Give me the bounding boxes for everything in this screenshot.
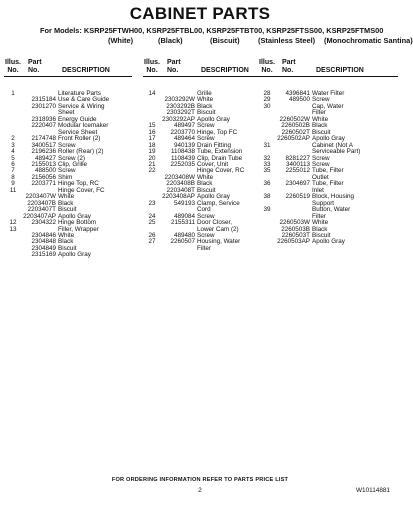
part-description: Door Closer, <box>197 219 232 227</box>
part-description: Biscuit <box>58 206 77 214</box>
illus-number: 19 <box>148 148 156 156</box>
part-description: Inlet <box>312 186 324 194</box>
part-description: Screw <box>197 122 215 130</box>
part-number: 2220407 <box>31 122 56 130</box>
header-part-no-label: No. <box>28 67 40 74</box>
part-description: Biscuit <box>58 244 77 252</box>
part-number: 2155013 <box>31 160 56 168</box>
illus-number: 25 <box>148 219 156 227</box>
header-part-label: Part <box>167 59 181 66</box>
illus-number <box>258 239 276 245</box>
illus-number: 31 <box>263 141 271 149</box>
model-variants <box>108 36 413 45</box>
illus-number: 17 <box>148 135 156 143</box>
part-description: Hinge Bottom <box>58 219 97 227</box>
part-description: Screw <box>312 96 330 104</box>
illus-number: 30 <box>263 102 271 110</box>
part-description: Housing, Water <box>197 238 241 246</box>
part-number: 1108439 <box>170 154 195 162</box>
illus-number: 39 <box>263 206 271 214</box>
part-description: Apollo Gray <box>197 115 230 123</box>
illus-number: 20 <box>148 154 156 162</box>
parts-row <box>258 239 398 245</box>
header-part-label: Part <box>28 59 42 66</box>
header-description: DESCRIPTION <box>201 67 249 74</box>
part-description: Apollo Gray <box>58 212 91 220</box>
part-number: 2203407AP <box>23 212 56 220</box>
part-description: Filter <box>312 212 326 220</box>
part-number: 2260503T <box>281 231 310 239</box>
part-description: Serviceable Part) <box>312 148 361 156</box>
part-number: 2304848 <box>31 238 56 246</box>
header-part-no <box>22 59 58 75</box>
column-header <box>143 59 261 77</box>
part-number: 2303292T <box>166 109 195 117</box>
part-description: Energy Guide <box>58 115 97 123</box>
part-number: 2255012 <box>285 167 310 175</box>
part-number: 2174748 <box>31 135 56 143</box>
part-number: 2304697 <box>285 180 310 188</box>
part-number: 2303292AP <box>162 115 195 123</box>
illus-number: 35 <box>263 167 271 175</box>
part-description: Apollo Gray <box>312 238 345 246</box>
part-number <box>161 246 197 252</box>
variant-monochromatic: (Monochromatic Santina) <box>324 36 413 45</box>
part-description: Screw <box>58 141 76 149</box>
part-description: Service Sheet <box>58 128 98 136</box>
part-description: Biscuit <box>197 109 216 117</box>
part-number: 2260502T <box>281 128 310 136</box>
part-description: White <box>312 115 329 123</box>
parts-row <box>4 252 132 258</box>
part-description: Cap, Water <box>312 102 344 110</box>
ordering-note: FOR ORDERING INFORMATION REFER TO PARTS PRICE LIST <box>111 477 289 483</box>
column-header <box>4 59 132 77</box>
part-description: White <box>197 96 214 104</box>
illus-number: 12 <box>9 219 17 227</box>
illus-number: 7 <box>11 167 15 175</box>
part-number: 2155311 <box>170 219 195 227</box>
part-number: 549193 <box>173 199 195 207</box>
part-description: Filler, Wrapper <box>58 225 99 233</box>
part-description: Tube, Filter <box>312 180 344 188</box>
header-no-label: No. <box>261 67 273 74</box>
part-number: 2318936 <box>31 115 56 123</box>
part-number: 2203407B <box>27 199 56 207</box>
models-line: For Models: KSRP25FTWH00, KSRP25FTBL00, KSRP25FTBT00, KSRP25FTSS00, KSRP25FTMS00 <box>40 26 384 35</box>
part-description: Hinge Top, RC <box>58 180 99 188</box>
part-description: Clip, Drain Tube <box>197 154 243 162</box>
header-no-label: No. <box>7 67 19 74</box>
part-description: Hinge, Top FC <box>197 128 238 136</box>
variant-black: (Black) <box>158 36 183 45</box>
part-description: Clip, Grille <box>58 160 88 168</box>
header-illus-label: Illus. <box>5 59 21 66</box>
part-number: 2156056 <box>31 173 56 181</box>
part-description: Block, Housing <box>312 193 354 201</box>
part-description: White <box>58 231 75 239</box>
illus-number: 23 <box>148 199 156 207</box>
header-illus-label: Illus. <box>259 59 275 66</box>
part-number: 489464 <box>173 135 195 143</box>
part-description: Modular Icemaker <box>58 122 109 130</box>
part-description: Literature Parts <box>58 90 102 97</box>
part-number: 2303292W <box>164 96 195 104</box>
parts-column-2 <box>143 59 261 252</box>
parts-column-1 <box>4 59 132 259</box>
illus-number: 3 <box>11 141 15 149</box>
part-description: Biscuit <box>312 231 331 239</box>
header-illus-label: Illus. <box>144 59 160 66</box>
illus-number: 14 <box>148 90 156 97</box>
illus-number: 18 <box>148 141 156 149</box>
part-description: Screw <box>197 212 215 220</box>
part-number: 2196236 <box>31 148 56 156</box>
illus-number: 11 <box>9 186 17 194</box>
part-description: White <box>312 219 329 227</box>
illus-number: 29 <box>263 96 271 104</box>
illus-number: 24 <box>148 212 156 220</box>
illus-number <box>143 246 161 252</box>
illus-number: 1 <box>11 90 15 97</box>
header-part-no <box>276 59 312 75</box>
part-description: Button, Water <box>312 206 351 214</box>
header-part-label: Part <box>282 59 296 66</box>
part-number: 2303292B <box>166 102 195 110</box>
part-number: 1108438 <box>170 148 195 156</box>
illus-number: 6 <box>11 160 15 168</box>
illus-number <box>4 252 22 258</box>
part-description: White <box>197 173 214 181</box>
part-number: 489427 <box>34 154 56 162</box>
header-description: DESCRIPTION <box>62 67 110 74</box>
illus-number: 21 <box>148 160 156 168</box>
part-number: 2260502W <box>279 115 310 123</box>
header-part-no <box>161 59 197 75</box>
illus-number: 9 <box>11 180 15 188</box>
illus-number: 32 <box>263 154 271 162</box>
parts-row <box>143 246 261 252</box>
illus-number: 2 <box>11 135 15 143</box>
part-description: Use & Care Guide <box>58 96 110 104</box>
header-description: DESCRIPTION <box>316 67 364 74</box>
illus-number: 26 <box>148 231 156 239</box>
part-description: Apollo Gray <box>58 251 91 259</box>
part-number: 940139 <box>173 141 195 149</box>
header-part-no-label: No. <box>282 67 294 74</box>
illus-number: 22 <box>148 167 156 175</box>
part-number: 2260502B <box>281 122 310 130</box>
part-number: 2203408AP <box>162 193 195 201</box>
part-number: 489497 <box>173 122 195 130</box>
part-description: Screw <box>312 160 330 168</box>
part-description: Tube, Filter <box>312 167 344 175</box>
illus-number: 38 <box>263 193 271 201</box>
part-number: 489084 <box>173 212 195 220</box>
illus-number: 33 <box>263 160 271 168</box>
part-number: 3400517 <box>31 141 56 149</box>
part-description: Service & Wiring <box>58 102 105 110</box>
part-description: Black <box>58 199 74 207</box>
part-number: 2260503B <box>281 225 310 233</box>
illus-number: 28 <box>263 90 271 97</box>
part-number: 2203407T <box>27 206 56 214</box>
part-description: Drain Fitting <box>197 141 231 149</box>
variant-white: (White) <box>108 36 134 45</box>
part-number: 8281227 <box>285 154 310 162</box>
part-description: Black <box>197 180 213 188</box>
part-description: Shim <box>58 173 73 181</box>
part-description: Clamp, Service <box>197 199 240 207</box>
part-description: Apollo Gray <box>197 193 230 201</box>
part-description: Apollo Gray <box>312 135 345 143</box>
part-description: Black <box>312 225 328 233</box>
header-no-label: No. <box>146 67 158 74</box>
part-description: Cabinet (Not A <box>312 141 353 149</box>
part-description: Hinge Cover, RC <box>197 167 245 175</box>
document-code: W10114881 <box>356 487 390 494</box>
page-number: 2 <box>198 487 202 494</box>
part-number: 2203771 <box>31 180 56 188</box>
part-description: Black <box>312 122 328 130</box>
part-description: Screw <box>197 135 215 143</box>
part-number: 489480 <box>173 231 195 239</box>
part-description: Support <box>312 199 335 207</box>
part-description: Lower Cam (2) <box>197 225 239 233</box>
part-description: White <box>58 193 75 201</box>
part-number: 2252035 <box>170 160 195 168</box>
part-number: 2260503W <box>279 219 310 227</box>
part-number: 488500 <box>34 167 56 175</box>
part-description: Outlet <box>312 173 329 181</box>
part-number: 2304846 <box>31 231 56 239</box>
part-number: 2301270 <box>31 102 56 110</box>
part-description: Black <box>197 102 213 110</box>
illus-number: 8 <box>11 173 15 181</box>
part-description: Screw <box>197 231 215 239</box>
parts-column-3 <box>258 59 398 246</box>
part-number: 2304322 <box>31 219 56 227</box>
page-title: CABINET PARTS <box>129 4 271 23</box>
variant-biscuit: (Biscuit) <box>210 36 240 45</box>
header-part-no-label: No. <box>167 67 179 74</box>
part-number: 2304849 <box>31 244 56 252</box>
part-number: 2203408W <box>164 173 195 181</box>
illus-number: 27 <box>148 238 156 246</box>
illus-number: 13 <box>9 225 17 233</box>
part-description: Screw <box>58 167 76 175</box>
part-number: 4396841 <box>285 90 310 97</box>
part-description: Water Filter <box>312 90 345 97</box>
part-description: Filter <box>197 244 211 252</box>
part-number: 2203770 <box>170 128 195 136</box>
part-number: 2203408B <box>166 180 195 188</box>
illus-number: 36 <box>263 180 271 188</box>
part-number: 2315169 <box>31 251 56 259</box>
part-description: Front Roller (2) <box>58 135 101 143</box>
illus-number: 4 <box>11 148 15 156</box>
part-number: 2260503AP <box>277 238 310 246</box>
part-number: 2260507 <box>170 238 195 246</box>
variant-stainless: (Stainless Steel) <box>258 36 316 45</box>
part-description: Roller (Rear) (2) <box>58 148 104 156</box>
column-header <box>258 59 398 77</box>
part-description: Filter <box>312 109 326 117</box>
part-description: Tube, Extension <box>197 148 243 156</box>
part-description: Grille <box>197 90 212 97</box>
part-number: 2260519 <box>285 193 310 201</box>
part-description: Black <box>58 238 74 246</box>
part-description: Cover, Unit <box>197 160 229 168</box>
illus-number: 5 <box>11 154 15 162</box>
header-illus-no <box>143 59 161 75</box>
part-number: 2203408T <box>166 186 195 194</box>
part-number: 489500 <box>288 96 310 104</box>
part-description: Biscuit <box>312 128 331 136</box>
part-description: Screw <box>312 154 330 162</box>
part-description: Sheet <box>58 109 75 117</box>
part-description: Biscuit <box>197 186 216 194</box>
part-number: 3400113 <box>285 160 310 168</box>
part-description: Cord <box>197 206 211 214</box>
part-number: 2203407W <box>25 193 56 201</box>
header-illus-no <box>258 59 276 75</box>
part-description: Hinge Cover, FC <box>58 186 105 194</box>
header-illus-no <box>4 59 22 75</box>
illus-number: 15 <box>148 122 156 130</box>
illus-number: 16 <box>148 128 156 136</box>
part-description: Screw (2) <box>58 154 85 162</box>
part-number: 2315184 <box>31 96 56 104</box>
part-number: 2260502AP <box>277 135 310 143</box>
